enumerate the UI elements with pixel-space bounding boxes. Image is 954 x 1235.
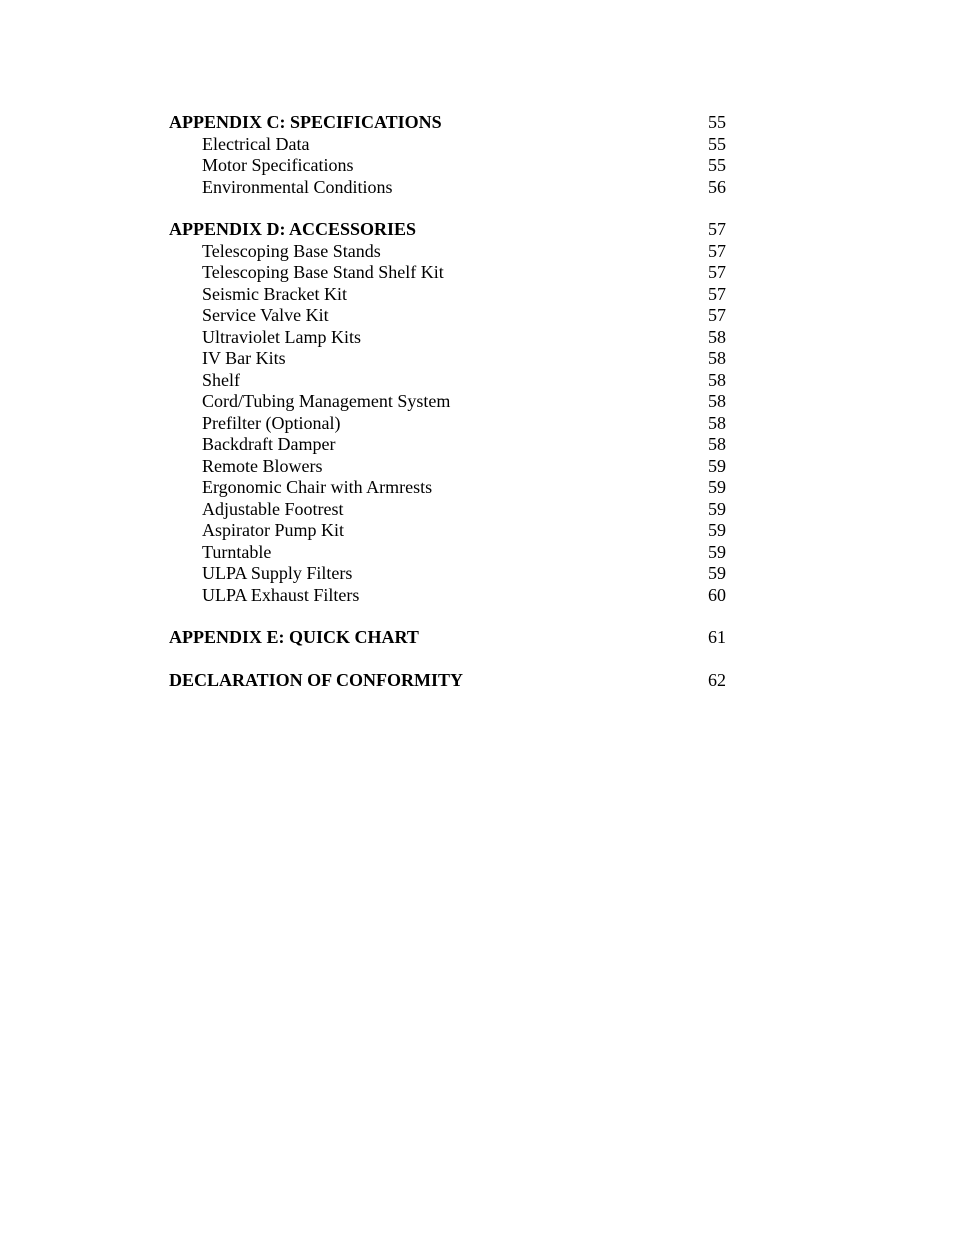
toc-page-number: 55 (708, 112, 726, 132)
toc-page-number: 57 (708, 262, 726, 282)
toc-entry[interactable] (169, 477, 726, 499)
toc-entry[interactable] (169, 305, 726, 327)
toc-page-number: 59 (708, 498, 726, 519)
toc-entry-label: Telescoping Base Stands (202, 240, 381, 261)
toc-entry[interactable] (169, 585, 726, 607)
toc-entry-label: Turntable (202, 541, 272, 562)
toc-heading[interactable] (169, 670, 726, 692)
toc-entry[interactable] (169, 348, 726, 370)
toc-section-appendix-c (169, 112, 726, 198)
toc-entry-label: Prefilter (Optional) (202, 412, 341, 433)
toc-page-number: 59 (708, 520, 726, 540)
toc-entry[interactable] (169, 177, 726, 199)
toc-page-number: 58 (708, 348, 726, 368)
toc-page-number: 58 (708, 391, 726, 411)
toc-page-number: 57 (708, 240, 726, 261)
toc-entry-label: ULPA Supply Filters (202, 563, 353, 583)
toc-page-number: 57 (708, 283, 726, 304)
toc-entry[interactable] (169, 413, 726, 435)
toc-page-number: 58 (708, 369, 726, 390)
toc-entry-label: Ultraviolet Lamp Kits (202, 326, 361, 347)
toc-page-number: 62 (708, 669, 726, 690)
toc-section-declaration (169, 670, 726, 692)
toc-section-appendix-d (169, 219, 726, 606)
toc-entry[interactable] (169, 284, 726, 306)
toc-page-number: 55 (708, 155, 726, 175)
toc-page-number: 58 (708, 434, 726, 454)
toc-entry-label: Service Valve Kit (202, 305, 329, 325)
toc-entry-label: Adjustable Footrest (202, 498, 344, 519)
toc-page-number: 61 (708, 627, 726, 647)
toc-entry-label: Motor Specifications (202, 155, 354, 175)
toc-page-number: 56 (708, 176, 726, 197)
toc-page-number: 58 (708, 326, 726, 347)
toc-entry[interactable] (169, 434, 726, 456)
table-of-contents (169, 112, 726, 712)
toc-entry-label: Aspirator Pump Kit (202, 520, 344, 540)
toc-entry[interactable] (169, 241, 726, 263)
toc-entry-label: Ergonomic Chair with Armrests (202, 477, 433, 497)
toc-section-appendix-e (169, 627, 726, 649)
toc-entry[interactable] (169, 456, 726, 478)
toc-page-number: 59 (708, 563, 726, 583)
toc-entry-label: ULPA Exhaust Filters (202, 584, 360, 605)
toc-entry-label: Cord/Tubing Management System (202, 391, 451, 411)
toc-page-number: 58 (708, 412, 726, 433)
toc-entry[interactable] (169, 563, 726, 585)
toc-entry-label: Backdraft Damper (202, 434, 336, 454)
toc-entry-label: IV Bar Kits (202, 348, 286, 368)
toc-heading-title: DECLARATION OF CONFORMITY (169, 669, 464, 690)
toc-entry[interactable] (169, 262, 726, 284)
toc-entry[interactable] (169, 370, 726, 392)
toc-entry[interactable] (169, 391, 726, 413)
toc-page-number: 59 (708, 477, 726, 497)
toc-page-number: 60 (708, 584, 726, 605)
toc-page-number: 59 (708, 455, 726, 476)
toc-heading-title: APPENDIX C: SPECIFICATIONS (169, 112, 442, 132)
toc-entry-label: Environmental Conditions (202, 176, 393, 197)
toc-entry[interactable] (169, 520, 726, 542)
toc-heading[interactable] (169, 627, 726, 649)
toc-entry-label: Seismic Bracket Kit (202, 283, 347, 304)
toc-page-number: 59 (708, 541, 726, 562)
toc-entry-label: Electrical Data (202, 133, 310, 154)
toc-entry[interactable] (169, 134, 726, 156)
toc-heading[interactable] (169, 112, 726, 134)
toc-heading-title: APPENDIX E: QUICK CHART (169, 627, 419, 647)
toc-entry-label: Shelf (202, 369, 240, 390)
toc-entry-label: Telescoping Base Stand Shelf Kit (202, 262, 444, 282)
toc-heading-title: APPENDIX D: ACCESSORIES (169, 219, 417, 239)
toc-page-number: 57 (708, 219, 726, 239)
toc-page-number: 55 (708, 133, 726, 154)
toc-entry-label: Remote Blowers (202, 455, 323, 476)
toc-page-number: 57 (708, 305, 726, 325)
toc-entry[interactable] (169, 542, 726, 564)
toc-entry[interactable] (169, 327, 726, 349)
toc-entry[interactable] (169, 155, 726, 177)
toc-heading[interactable] (169, 219, 726, 241)
toc-entry[interactable] (169, 499, 726, 521)
